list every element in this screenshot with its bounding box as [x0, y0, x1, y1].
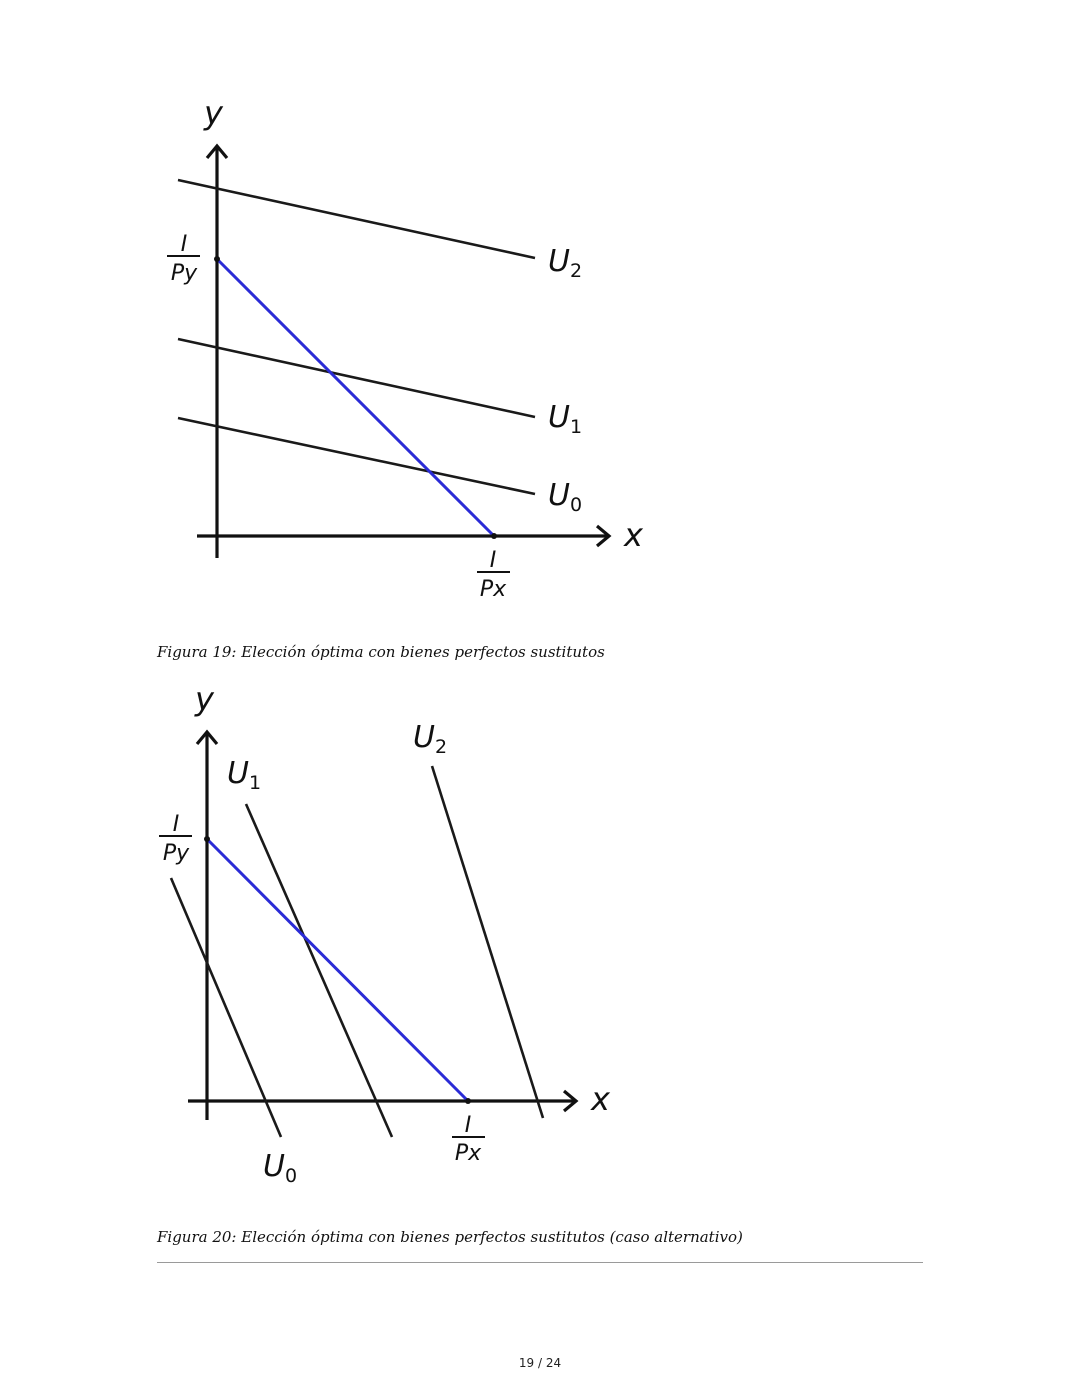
svg-text:I: I: [489, 548, 497, 573]
label-u1: $U_1$: [227, 756, 262, 794]
svg-text:I: I: [464, 1113, 472, 1138]
label-u0: $U_0$: [263, 1149, 298, 1187]
footer-divider: [157, 1262, 923, 1263]
label-u0: $U_0$: [548, 478, 583, 516]
indifference-curve-u2: [178, 180, 535, 258]
x-axis-label: x: [591, 1080, 610, 1118]
y-intercept-label: [159, 812, 192, 866]
y-intercept-label: [167, 232, 200, 286]
x-intercept-label: [477, 548, 510, 602]
figure-19-graph: [0, 80, 700, 620]
indifference-curve-u1: [178, 339, 535, 417]
y-intercept-point: [204, 836, 210, 842]
y-intercept-point: [214, 256, 220, 262]
svg-text:Px: Px: [454, 1141, 482, 1166]
svg-text:Px: Px: [479, 577, 507, 602]
indifference-curve-u2: [432, 766, 543, 1118]
x-intercept-label: [452, 1113, 485, 1166]
label-u2: $U_2$: [548, 244, 583, 282]
figure-20: [0, 670, 700, 1200]
y-axis-label: y: [195, 680, 214, 718]
svg-text:Py: Py: [162, 841, 190, 866]
y-axis-label: y: [204, 94, 223, 132]
budget-line: [207, 839, 468, 1101]
x-axis-label: x: [624, 516, 643, 554]
label-u1: $U_1$: [548, 400, 583, 438]
svg-text:I: I: [180, 232, 188, 257]
figure-19-caption: Figura 19: Elección óptima con bienes perfectos sustitutos: [157, 643, 605, 661]
x-intercept-point: [491, 533, 497, 539]
indifference-curve-u0: [178, 418, 535, 494]
svg-text:Py: Py: [170, 261, 198, 286]
budget-line: [217, 259, 494, 536]
x-intercept-point: [465, 1098, 471, 1104]
label-u2: $U_2$: [413, 720, 448, 758]
figure-20-graph: [0, 670, 700, 1200]
indifference-curve-u1: [246, 804, 392, 1137]
page-number: 19 / 24: [518, 1356, 562, 1370]
indifference-curve-u0: [171, 878, 281, 1137]
figure-19: [0, 80, 700, 620]
svg-text:I: I: [172, 812, 180, 837]
figure-20-caption: Figura 20: Elección óptima con bienes perfectos sustitutos (caso alternativo): [157, 1228, 743, 1246]
